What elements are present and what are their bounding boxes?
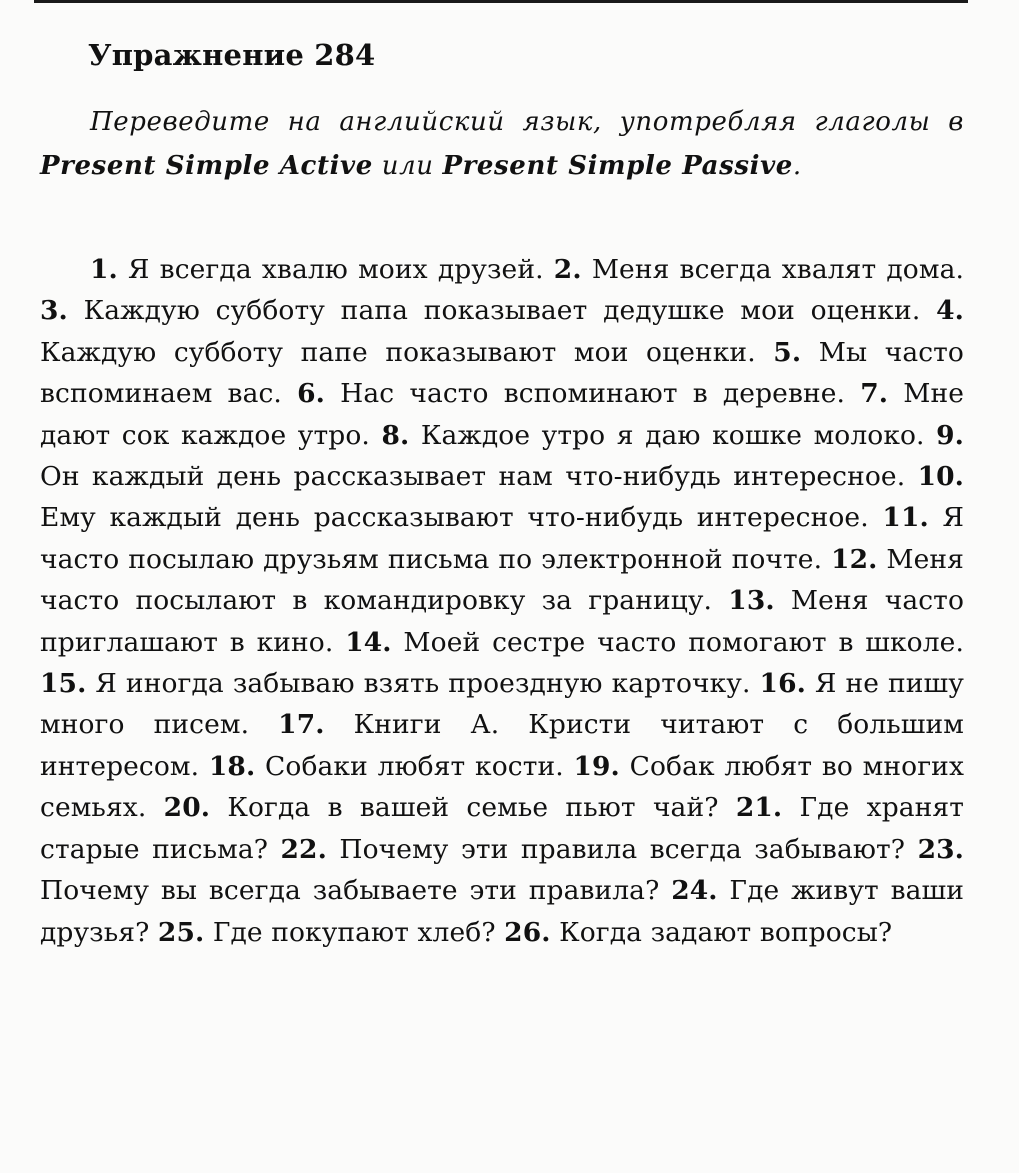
sentence-text: Моей сестре часто помогают в школе. <box>403 626 964 658</box>
sentence-text: Я часто посылаю друзьям письма по электронной почте. <box>40 502 964 575</box>
sentence-number: 2. <box>553 254 582 285</box>
sentence-number: 24. <box>671 875 718 907</box>
sentence-item <box>40 295 920 326</box>
sentence-item <box>164 792 719 823</box>
sentence-number: 18. <box>208 750 256 782</box>
instruction-text: . <box>792 151 802 181</box>
sentence-text: Когда задают вопросы? <box>559 916 893 948</box>
sentence-text: Меня всегда хвалят дома. <box>591 254 964 285</box>
sentence-number: 6. <box>297 378 325 410</box>
sentence-text: Когда в вашей семье пьют чай? <box>227 792 719 824</box>
sentence-item <box>281 834 906 865</box>
sentence-text: Где живут ваши друзья? <box>40 875 964 948</box>
sentence-text: Нас часто вспоминают в деревне. <box>340 378 846 410</box>
sentence-number: 9. <box>936 419 964 451</box>
sentence-text: Меня часто приглашают в кино. <box>40 585 964 658</box>
sentence-text: Почему эти правила всегда забывают? <box>339 833 906 865</box>
sentence-number: 8. <box>381 419 410 451</box>
sentence-number: 19. <box>573 750 620 782</box>
sentence-item <box>209 751 564 782</box>
sentence-number: 4. <box>936 295 964 327</box>
sentence-item <box>40 668 751 699</box>
exercise-sentences <box>40 249 964 953</box>
sentence-number: 5. <box>773 336 802 368</box>
instruction-term-active: Present Simple Active <box>40 151 373 181</box>
sentence-number: 12. <box>831 543 878 575</box>
sentence-number: 11. <box>882 502 929 534</box>
exercise-instruction <box>40 100 964 188</box>
exercise-title: Упражнение 284 <box>88 38 376 72</box>
sentence-number: 1. <box>90 254 118 285</box>
sentence-text: Меня часто посылают в командировку за границу. <box>40 543 964 617</box>
sentence-text: Мне дают сок каждое утро. <box>40 378 964 451</box>
sentence-text: Где хранят старые письма? <box>40 792 965 865</box>
sentence-text: Где покупают хлеб? <box>212 916 496 948</box>
sentence-text: Я не пишу много писем. <box>40 668 964 741</box>
sentence-number: 13. <box>728 585 775 617</box>
sentence-text: Собаки любят кости. <box>265 750 564 782</box>
sentence-number: 17. <box>278 709 325 741</box>
sentence-number: 14. <box>345 626 392 658</box>
sentence-number: 21. <box>735 792 783 824</box>
sentence-text: Каждое утро я даю кошке молоко. <box>420 419 925 451</box>
sentence-number: 22. <box>280 833 327 865</box>
sentence-item <box>345 627 964 658</box>
sentence-number: 10. <box>917 461 964 493</box>
sentence-text: Он каждый день рассказывает нам что-нибудь интересное. <box>40 461 906 493</box>
sentence-text: Ему каждый день рассказывают что-нибудь интересное. <box>40 502 869 534</box>
sentence-number: 7. <box>860 378 889 410</box>
sentence-number: 15. <box>40 668 87 700</box>
sentence-number: 20. <box>163 792 211 824</box>
instruction-text: или <box>372 151 443 181</box>
sentence-text: Собак любят во многих семьях. <box>40 750 964 824</box>
sentence-item <box>504 917 892 948</box>
sentence-text: Я всегда хвалю моих друзей. <box>128 254 544 285</box>
sentence-text: Каждую субботу папа показывает дедушке мои оценки. <box>83 295 921 327</box>
sentence-item <box>554 254 964 285</box>
sentence-text: Каждую субботу папе показывают мои оценки. <box>40 336 756 368</box>
sentence-number: 23. <box>917 833 964 865</box>
sentence-number: 16. <box>759 668 806 700</box>
sentence-number: 25. <box>157 916 205 948</box>
sentence-text: Я иногда забываю взять проездную карточку. <box>95 668 751 700</box>
instruction-term-passive: Present Simple Passive <box>442 151 793 181</box>
sentence-text: Книги А. Кристи читают с большим интересом. <box>40 709 964 782</box>
sentence-item <box>297 378 845 409</box>
sentence-item <box>158 917 496 948</box>
top-rule <box>34 0 968 3</box>
instruction-text: Переведите на английский язык, употребляя глаголы в <box>90 107 964 137</box>
sentence-item <box>381 420 924 451</box>
sentence-number: 26. <box>504 916 551 948</box>
sentence-item <box>90 254 544 285</box>
sentence-text: Мы часто вспоминаем вас. <box>40 336 964 410</box>
sentence-text: Почему вы всегда забываете эти правила? <box>40 875 660 907</box>
sentence-number: 3. <box>40 295 68 327</box>
